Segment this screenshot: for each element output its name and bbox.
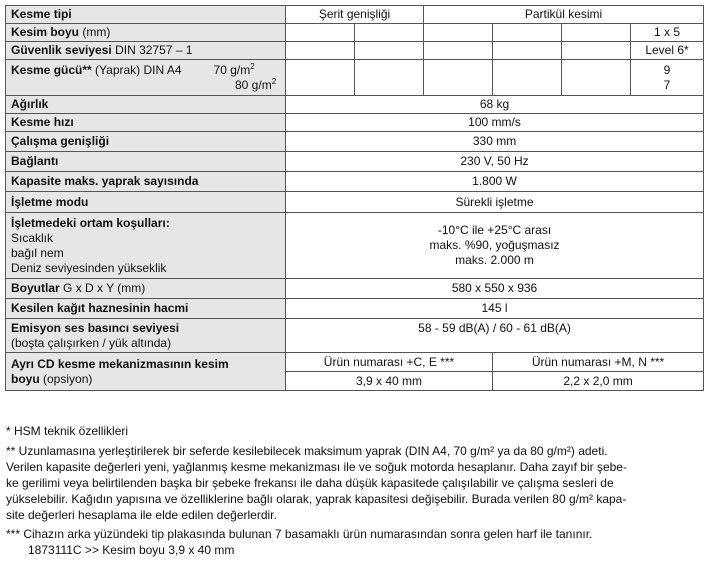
row-cutting-capacity xyxy=(6,60,704,96)
label-cutting-capacity: Kesme gücü** (Yaprak) DIN A4 70 $g/m^2$ 80 $g/m^2$ xyxy=(6,60,286,96)
value-security-level: Level 6* xyxy=(631,42,704,60)
row-waste-bin xyxy=(6,299,704,319)
label-cut-size: Kesim boyu (mm) xyxy=(6,24,286,42)
label-cutting-speed: Kesme hızı xyxy=(6,114,286,132)
value-capacity: 1.800 W xyxy=(286,172,704,192)
footnote-2: ** Uzunlamasına yerleştirilerek bir seferde kesilebilecek maksimum yaprak (DIN A4, 70 g/m² ya da 80 g/m²) adeti. Verilen kapasite değerleri yeni, yağlanmış kesme mekanizması ile ve soğuk motorda hesaplanır. Daha zayıf bir şebe- ke gerilimi veya belirtilenden başka bir şebeke frekansı ile daha düşük kapasitede çalışılabilir ve çalışma sesleri de yükselebilir. Kağıdın yapısına ve özelliklerine bağlı olarak, yaprak kapasitesi değişebilir. Burada verilen 80 g/m² kapa- site değerleri hesaplama ile elde edilen değerlerdir. xyxy=(6,444,627,522)
label-operating-mode: İşletme modu xyxy=(6,192,286,213)
header-strip-cut: Şerit genişliği xyxy=(286,6,424,24)
row-connection xyxy=(6,152,704,172)
row-cutting-speed xyxy=(6,114,704,132)
row-cut-size xyxy=(6,24,704,42)
cd-value-mn: 2,2 x 2,0 mm xyxy=(493,372,704,391)
label-working-width: Çalışma genişliği xyxy=(6,132,286,152)
label-waste-bin: Kesilen kağıt haznesinin hacmi xyxy=(6,299,286,319)
row-security-level xyxy=(6,42,704,60)
value-waste-bin: 145 l xyxy=(286,299,704,319)
spec-table xyxy=(5,5,704,391)
row-ambient-conditions xyxy=(6,213,704,279)
footnote-1: * HSM teknik özellikleri xyxy=(6,424,129,438)
row-noise-level xyxy=(6,319,704,353)
value-cutting-capacity: 9 7 xyxy=(631,60,704,96)
row-cd-header xyxy=(6,353,704,372)
header-particle-cut: Partikül kesimi xyxy=(424,6,704,24)
header-row xyxy=(6,6,704,24)
value-noise-level: 58 - 59 dB(A) / 60 - 61 dB(A) xyxy=(286,319,704,353)
value-dimensions: 580 x 550 x 936 xyxy=(286,279,704,299)
row-capacity xyxy=(6,172,704,192)
cd-value-ce: 3,9 x 40 mm xyxy=(286,372,493,391)
value-operating-mode: Sürekli işletme xyxy=(286,192,704,213)
value-cut-size: 1 x 5 xyxy=(631,24,704,42)
footnote-3: *** Cihazın arka yüzündeki tip plakasında bulunan 7 basamaklı ürün numarasından sonra gelen harf ile tanınır. 1873111C >> Kesim boyu 3,9 x 40 mm xyxy=(6,527,593,557)
value-weight: 68 kg xyxy=(286,96,704,114)
label-noise-level: Emisyon ses basıncı seviyesi (boşta çalışırken / yük altında) xyxy=(6,319,286,353)
row-working-width xyxy=(6,132,704,152)
row-weight xyxy=(6,96,704,114)
value-connection: 230 V, 50 Hz xyxy=(286,152,704,172)
header-cutting-type: Kesme tipi xyxy=(6,6,286,24)
label-dimensions: Boyutlar G x D x Y (mm) xyxy=(6,279,286,299)
label-capacity: Kapasite maks. yaprak sayısında xyxy=(6,172,286,192)
label-weight: Ağırlık xyxy=(6,96,286,114)
cd-header-mn: Ürün numarası +M, N *** xyxy=(493,353,704,372)
label-cd-cutter: Ayrı CD kesme mekanizmasının kesim boyu (opsiyon) xyxy=(6,353,286,391)
value-cutting-speed: 100 mm/s xyxy=(286,114,704,132)
row-dimensions xyxy=(6,279,704,299)
label-connection: Bağlantı xyxy=(6,152,286,172)
label-security-level: Güvenlik seviyesi DIN 32757 – 1 xyxy=(6,42,286,60)
footnotes xyxy=(6,423,706,558)
value-working-width: 330 mm xyxy=(286,132,704,152)
row-operating-mode xyxy=(6,192,704,213)
label-ambient-conditions: İşletmedeki ortam koşulları: Sıcaklık bağıl nem Deniz seviyesinden yükseklik xyxy=(6,213,286,279)
cd-header-ce: Ürün numarası +C, E *** xyxy=(286,353,493,372)
value-ambient-conditions: -10°C ile +25°C arası maks. %90, yoğuşmasız maks. 2.000 m xyxy=(286,213,704,279)
